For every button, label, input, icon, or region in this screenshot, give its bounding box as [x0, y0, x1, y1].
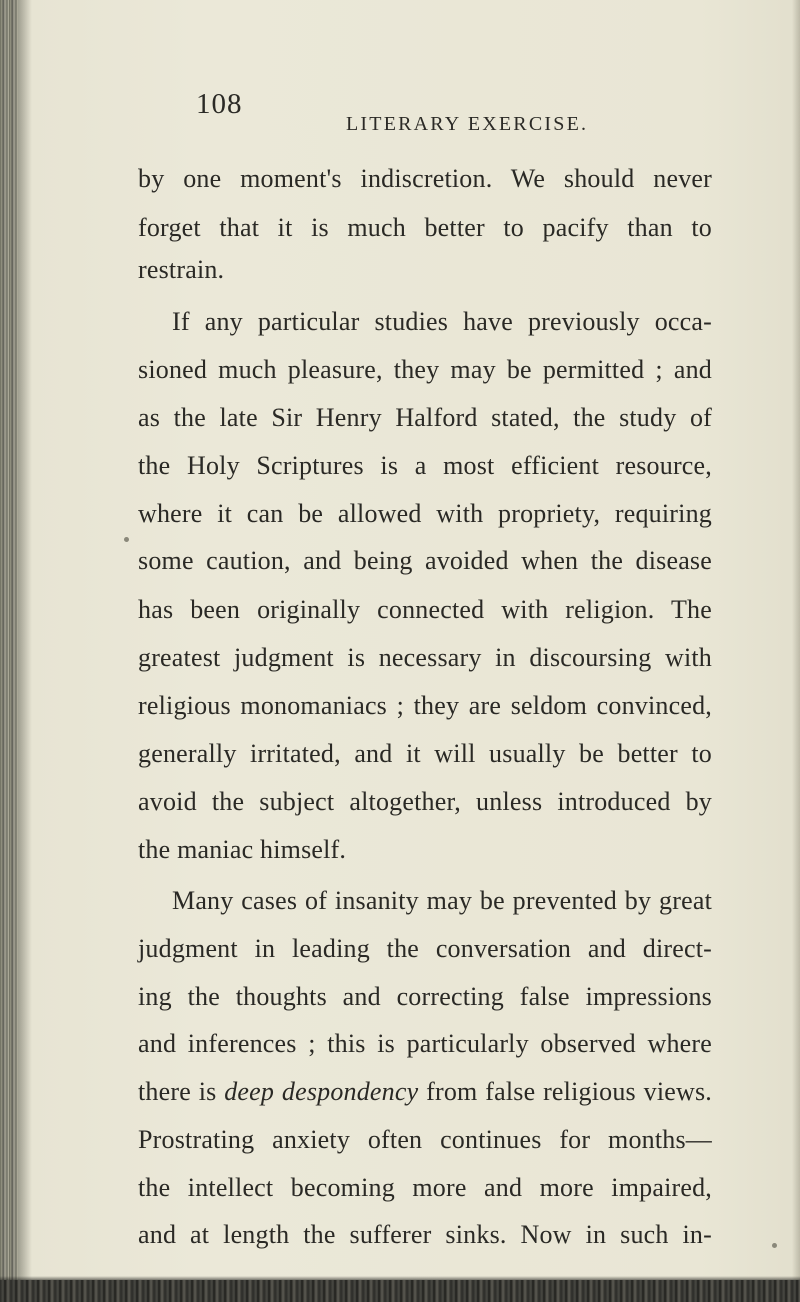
text-line: generally irritated, and it will usually be better to	[138, 739, 712, 768]
text-line: judgment in leading the conversation and direct-	[138, 934, 712, 963]
gutter-shadow	[18, 0, 32, 1280]
margin-mark	[124, 537, 129, 542]
text-line: the maniac himself.	[138, 835, 347, 864]
text-segment: there is	[138, 1077, 225, 1106]
text-line: some caution, and being avoided when the disease	[138, 546, 712, 575]
text-line: where it can be allowed with propriety, requiring	[138, 499, 712, 528]
text-line-with-emphasis	[138, 1079, 712, 1105]
text-segment: from false religious views.	[418, 1077, 712, 1106]
book-gutter	[0, 0, 18, 1280]
text-line: has been originally connected with religion. The	[138, 595, 712, 624]
text-line: If any particular studies have previously occa-	[172, 307, 712, 336]
text-line: the intellect becoming more and more impaired,	[138, 1173, 712, 1202]
text-line: by one moment's indiscretion. We should never	[138, 164, 712, 193]
text-line: greatest judgment is necessary in discoursing with	[138, 643, 712, 672]
running-head: LITERARY EXERCISE.	[346, 113, 589, 135]
text-line: the Holy Scriptures is a most efficient resource,	[138, 451, 712, 480]
margin-mark	[772, 1243, 777, 1248]
text-line: and at length the sufferer sinks. Now in such in-	[138, 1220, 712, 1249]
text-line: religious monomaniacs ; they are seldom convinced,	[138, 691, 712, 720]
text-line: restrain.	[138, 255, 225, 284]
text-line: and inferences ; this is particularly observed where	[138, 1029, 712, 1058]
text-line: avoid the subject altogether, unless introduced by	[138, 787, 712, 816]
text-line: forget that it is much better to pacify than to	[138, 213, 712, 242]
page-number: 108	[196, 88, 243, 120]
emphasis-text: deep despondency	[224, 1077, 419, 1106]
text-line: Many cases of insanity may be prevented by great	[172, 886, 712, 915]
page-edge-shadow	[792, 0, 800, 1280]
text-line: Prostrating anxiety often continues for months—	[138, 1125, 712, 1154]
text-line: as the late Sir Henry Halford stated, the study of	[138, 403, 712, 432]
page-bottom-edge	[0, 1280, 800, 1302]
text-line: ing the thoughts and correcting false impressions	[138, 982, 712, 1011]
text-line: sioned much pleasure, they may be permitted ; and	[138, 355, 712, 384]
